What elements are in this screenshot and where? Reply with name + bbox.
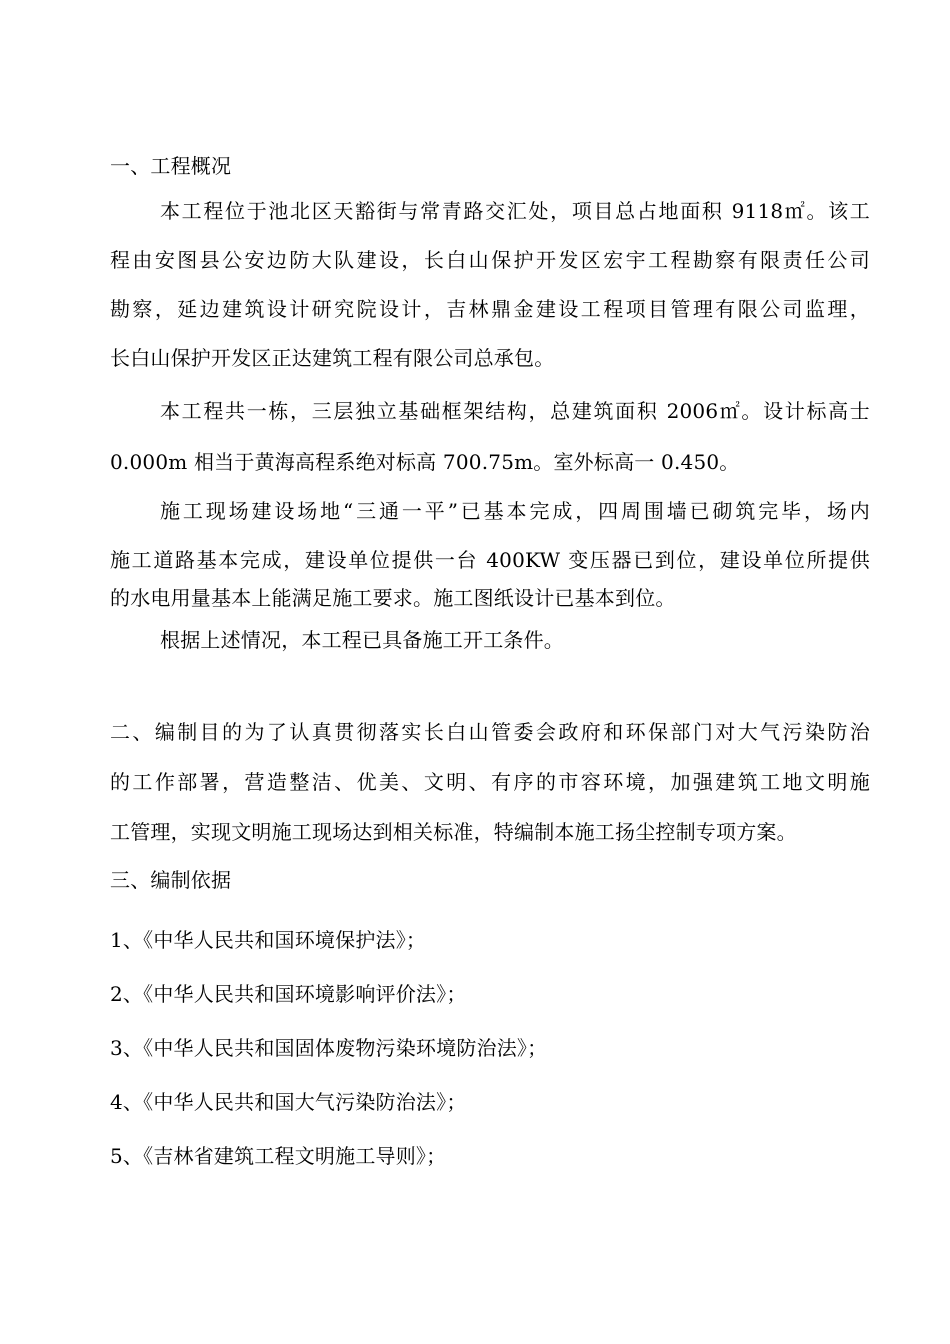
paragraph-line: 本工程共一栋，三层独立基础框架结构，总建筑面积 2006㎡。设计标高士 [160,399,870,423]
paragraph-line: 本工程位于池北区天豁街与常青路交汇处，项目总占地面积 9118㎡。该工 [160,199,870,223]
section-purpose-line: 工管理，实现文明施工现场达到相关标准，特编制本施工扬尘控制专项方案。 [110,820,797,844]
list-item: 4、《中华人民共和国大气污染防治法》； [110,1090,467,1114]
list-item: 2、《中华人民共和国环境影响评价法》； [110,982,467,1006]
list-item: 5、《吉林省建筑工程文明施工导则》； [110,1144,447,1168]
paragraph-line: 的水电用量基本上能满足施工要求。施工图纸设计已基本到位。 [110,586,676,610]
section-heading-basis: 三、编制依据 [110,868,232,892]
paragraph-line: 长白山保护开发区正达建筑工程有限公司总承包。 [110,346,555,370]
paragraph-line: 0.000m 相当于黄海高程系绝对标高 700.75m。室外标高一 0.450。 [110,450,740,474]
list-item: 1、《中华人民共和国环境保护法》； [110,928,427,952]
section-heading-overview: 一、工程概况 [110,154,232,178]
paragraph-line: 施工道路基本完成，建设单位提供一台 400KW 变压器已到位，建设单位所提供 [110,548,870,572]
paragraph-line: 勘察，延边建筑设计研究院设计，吉林鼎金建设工程项目管理有限公司监理， [110,297,870,321]
list-item: 3、《中华人民共和国固体废物污染环境防治法》； [110,1036,548,1060]
section-purpose-line: 二、编制目的为了认真贯彻落实长白山管委会政府和环保部门对大气污染防治 [110,720,870,744]
paragraph-line: 根据上述情况，本工程已具备施工开工条件。 [160,628,564,652]
paragraph-line: 程由安图县公安边防大队建设，长白山保护开发区宏宇工程勘察有限责任公司 [110,248,870,272]
section-purpose-line: 的工作部署，营造整洁、优美、文明、有序的市容环境，加强建筑工地文明施 [110,770,870,794]
paragraph-line: 施工现场建设场地“三通一平”已基本完成，四周围墙已砌筑完毕，场内 [160,499,870,523]
